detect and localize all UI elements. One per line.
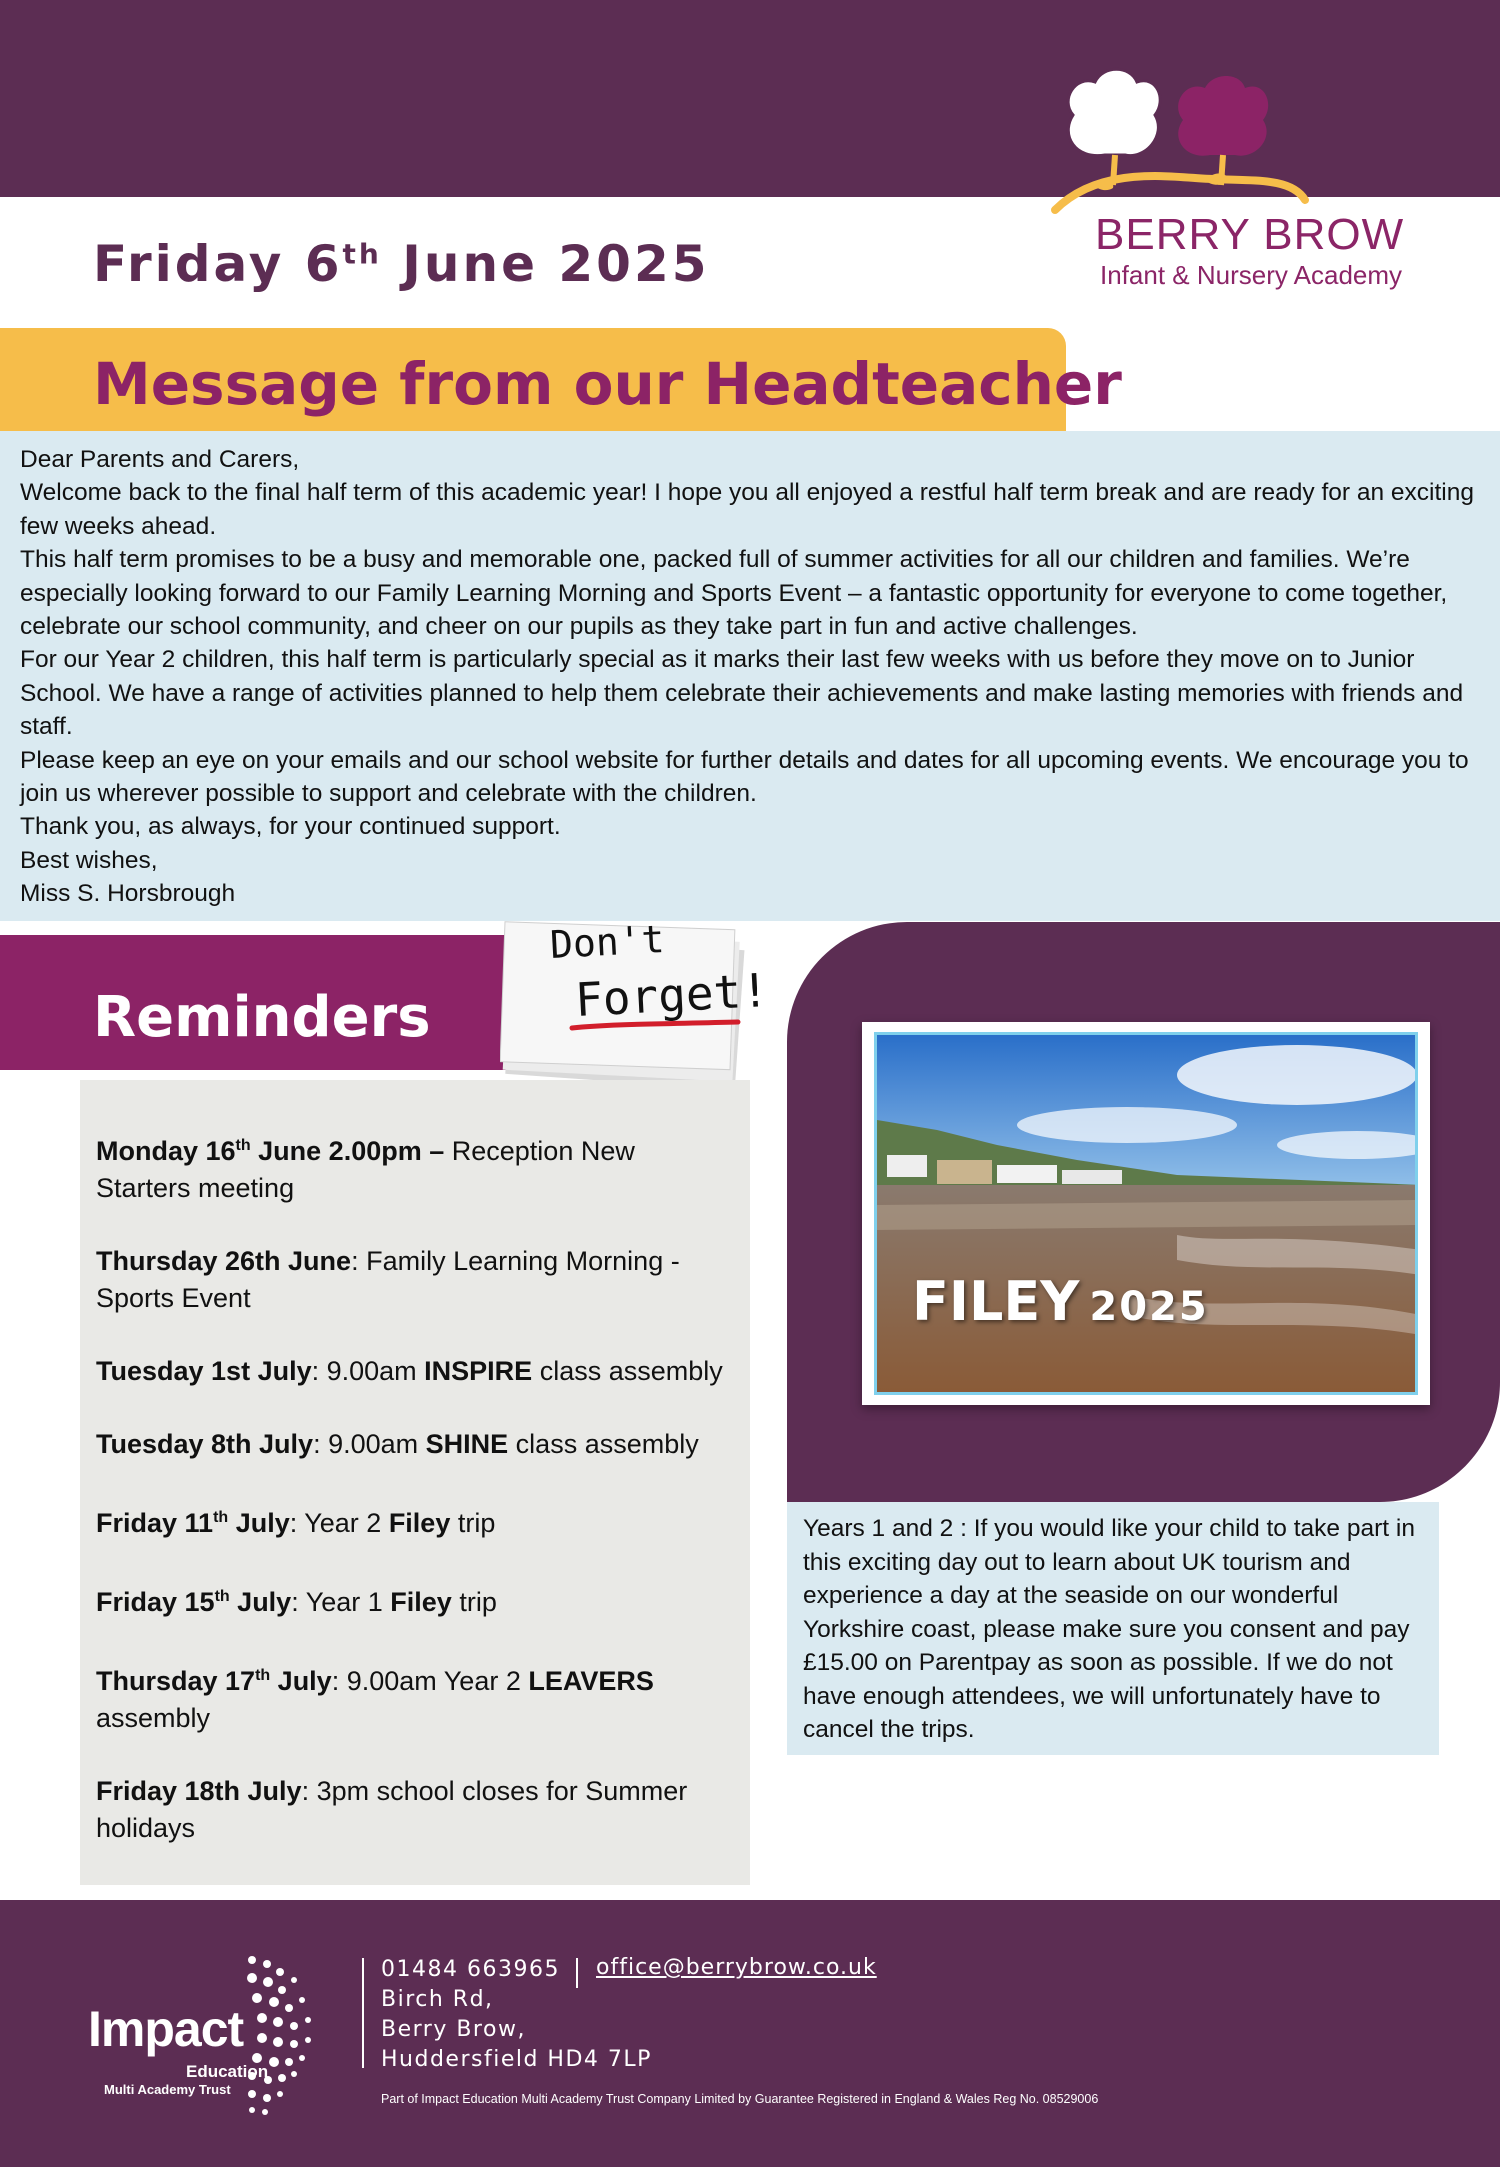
message-paragraph: Welcome back to the final half term of this academic year! I hope you all enjoyed a restful half term break and are ready for an exciting few weeks ahead. [20,479,1474,540]
footer-phone: 01484 663965 [381,1957,560,1982]
note-line-1: Don't [548,917,666,967]
reminder-item: Tuesday 1st July: 9.00am INSPIRE class assembly [96,1356,723,1386]
footer-divider [362,1958,364,2068]
message-paragraph: For our Year 2 children, this half term is particularly special as it marks their last few weeks with us before they move on to Junior School. We have a range of activities planned to help them celebrate their achievements and make lasting memories with friends and staff. [20,646,1464,741]
reminders-title: Reminders [93,985,431,1050]
note-line-2: Forget! [573,962,771,1028]
filey-photo-frame [874,1032,1418,1395]
impact-logo-trust: Multi Academy Trust [104,2082,231,2097]
newsletter-date: Friday 6th June 2025 [93,235,710,293]
reminder-item: Tuesday 8th July: 9.00am SHINE class assembly [96,1429,699,1459]
message-signature: Miss S. Horsbrough [20,880,236,908]
message-paragraph: Thank you, as always, for your continued support. [20,813,561,841]
reminder-item: Thursday 26th June: Family Learning Morning - Sports Event [96,1246,680,1313]
footer-email-link[interactable]: office@berrybrow.co.uk [596,1955,877,1980]
impact-logo-word: Impact [88,2001,244,2057]
reminder-item: Thursday 17th July: 9.00am Year 2 LEAVERS assembly [96,1666,654,1733]
reminders-list [96,1127,736,1883]
reminder-item: Monday 16th June 2.00pm – Reception New Starters meeting [96,1136,635,1203]
message-title: Message from our Headteacher [93,350,1122,418]
footer-separator [576,1958,578,1988]
message-text [20,443,1490,911]
reminder-item: Friday 11th July: Year 2 Filey trip [96,1508,496,1538]
school-name: BERRY BROW [1095,210,1405,259]
filey-photo [862,1022,1430,1405]
filey-caption: FILEY 2025 [912,1270,1209,1333]
message-paragraph: Please keep an eye on your emails and our school website for further details and dates for all upcoming events. We encourage you to join us wherever possible to support and celebrate with the children. [20,746,1469,808]
seaside-image [877,1035,1418,1395]
trees-icon [1035,60,1475,230]
school-logo [1035,60,1475,300]
message-paragraph: Dear Parents and Carers, [20,446,300,473]
footer-address-line: Birch Rd, [381,1987,494,2012]
school-subtitle: Infant & Nursery Academy [1100,260,1403,290]
impact-logo-education: Education [186,2062,269,2081]
trip-info-text: Years 1 and 2 : If you would like your child to take part in this exciting day out to learn about UK tourism and experience a day at the seaside on our wonderful Yorkshire coast, please make sure you consent and pay £15.00 on Parentpay as soon as possible. If we do not have enough attendees, we will unfortunately have to cancel the trips. [803,1515,1415,1743]
reminder-item: Friday 15th July: Year 1 Filey trip [96,1587,497,1617]
dont-forget-note [500,917,771,1100]
message-paragraph: This half term promises to be a busy and memorable one, packed full of summer activities for all our children and families. We’re especially looking forward to our Family Learning Morning and Sports Event – a fantastic opportunity for everyone to come together, celebrate our school community, and cheer on our pupils as they take part in fun and active challenges. [20,546,1448,641]
reminder-item: Friday 18th July: 3pm school closes for Summer holidays [96,1776,688,1843]
footer-address-line: Berry Brow, [381,2017,526,2042]
footer-legal: Part of Impact Education Multi Academy Trust Company Limited by Guarantee Registered in England & Wales Reg No. 08529006 [381,2092,1099,2106]
footer-address-line: Huddersfield HD4 7LP [381,2047,652,2072]
message-paragraph: Best wishes, [20,846,158,874]
